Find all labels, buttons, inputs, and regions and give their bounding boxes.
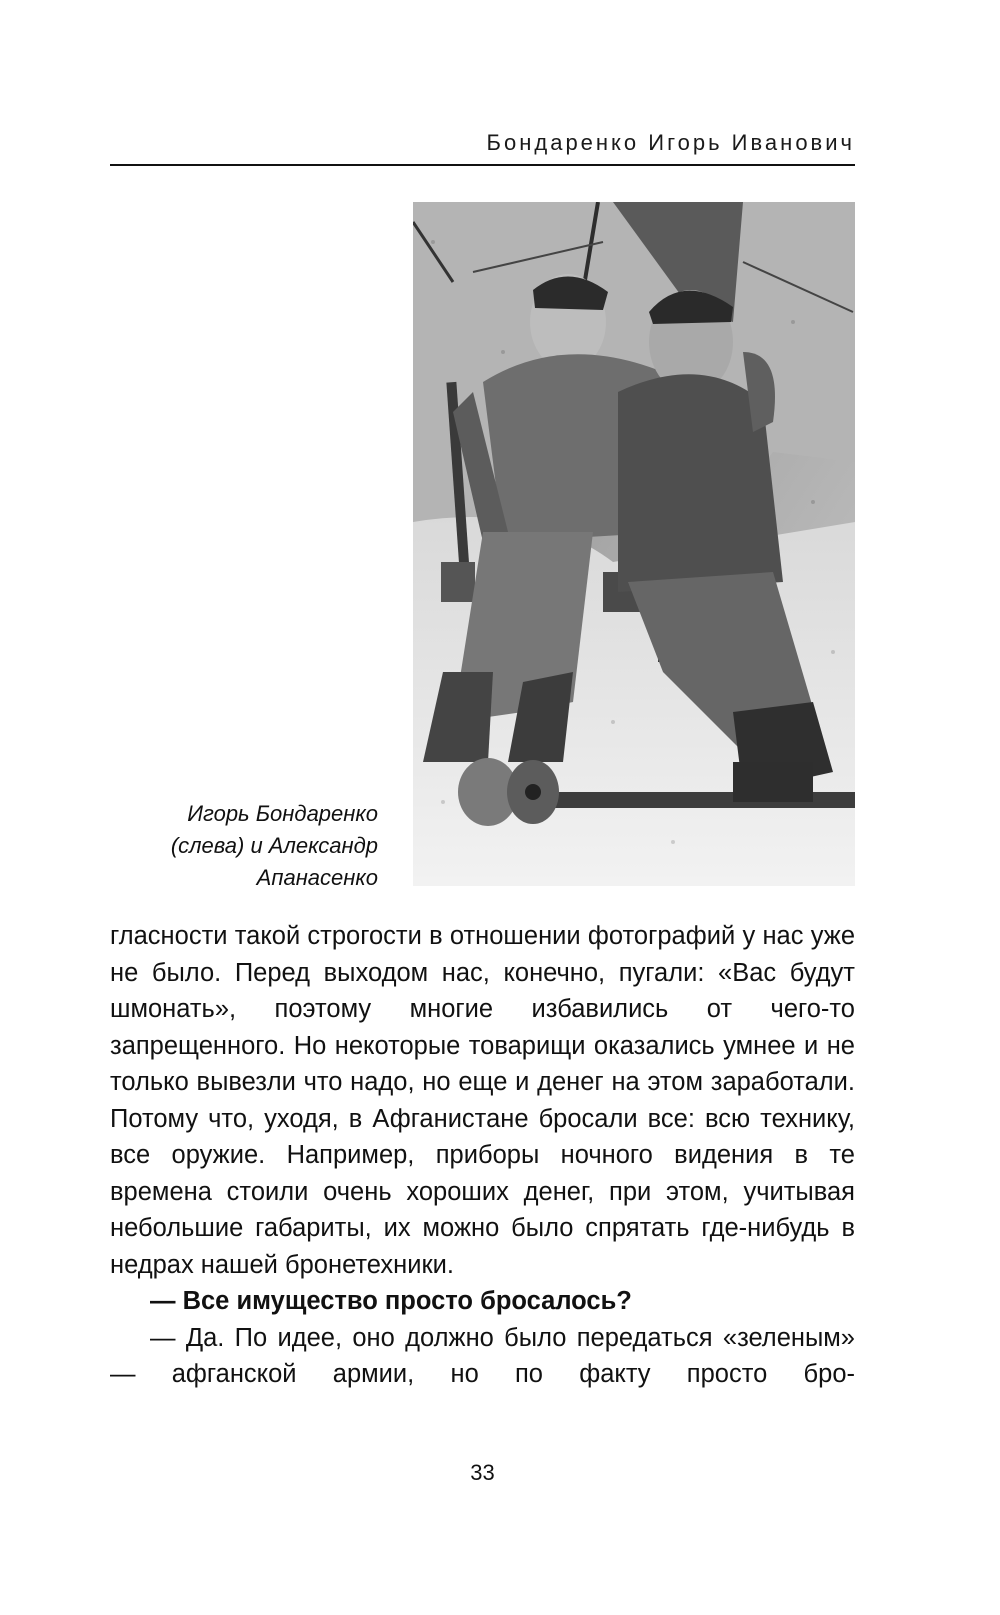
photo-caption [110, 798, 378, 894]
photo-soldiers [413, 202, 855, 886]
caption-line: Игорь Бондаренко [187, 801, 378, 826]
running-title: Бондаренко Игорь Иванович [486, 130, 855, 155]
paragraph: гласности такой строгости в отношении фотографий у нас уже не было. Перед выходом нас, конечно, пугали: «Вас будут шмонать», поэтому многие избавились от чего-то запрещенного. Но некоторые товарищи оказались умнее и не только вывезли что надо, но еще и денег на этом заработали. Потому что, уходя, в Афганистане бросали все: всю технику, все оружие. Например, приборы ночного видения в те времена стоили очень хороших денег, при этом, учитывая небольшие габариты, их можно было спрятать где-нибудь в недрах нашей бронетехники. [110, 922, 855, 1279]
interview-question: — Все имущество просто бросалось? [150, 1287, 632, 1315]
interview-answer: — Да. По идее, оно должно было передаться «зеленым» — афганской армии, но по факту просто бро- [110, 1323, 855, 1388]
header-rule [110, 164, 855, 166]
page-number: 33 [470, 1460, 495, 1485]
photo-illustration [413, 202, 855, 886]
caption-line: (слева) и Александр [170, 833, 378, 858]
main-text [110, 918, 855, 1393]
caption-line: Апанасенко [256, 865, 378, 890]
